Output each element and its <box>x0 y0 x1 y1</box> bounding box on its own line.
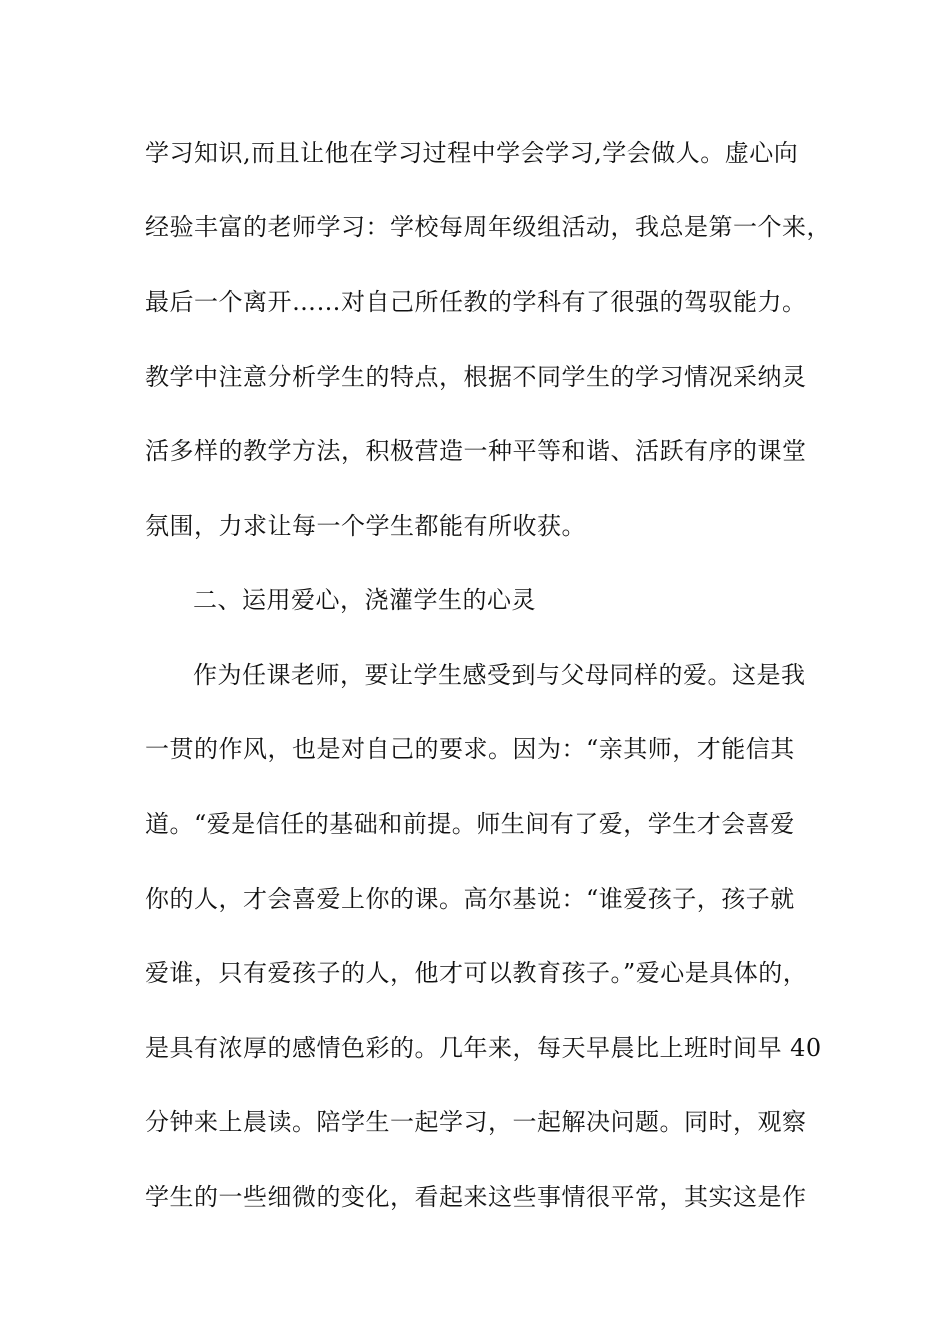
text-line-8: 作为任课老师，要让学生感受到与父母同样的爱。这是我 <box>193 661 806 689</box>
text-line-14: 分钟来上晨读。陪学生一起学习，一起解决问题。同时，观察 <box>145 1108 807 1136</box>
text-line-15: 学生的一些细微的变化，看起来这些事情很平常，其实这是作 <box>145 1183 807 1211</box>
text-line-9: 一贯的作风，也是对自己的要求。因为：“亲其师，才能信其 <box>145 735 795 763</box>
text-line-5: 活多样的教学方法，积极营造一种平等和谐、活跃有序的课堂 <box>145 437 807 465</box>
text-line-1: 学习知识,而且让他在学习过程中学会学习,学会做人。虚心向 <box>145 139 799 167</box>
text-line-11: 你的人，才会喜爱上你的课。高尔基说：“谁爱孩子，孩子就 <box>145 885 795 913</box>
text-line-4: 教学中注意分析学生的特点，根据不同学生的学习情况采纳灵 <box>145 363 807 391</box>
section-heading: 二、运用爱心，浇灌学生的心灵 <box>193 586 536 614</box>
text-line-2: 经验丰富的老师学习：学校每周年级组活动，我总是第一个来， <box>145 213 831 241</box>
text-line-13: 是具有浓厚的感情色彩的。几年来，每天早晨比上班时间早 40 <box>145 1034 822 1062</box>
text-line-3: 最后一个离开……对自己所任教的学科有了很强的驾驭能力。 <box>145 288 807 316</box>
text-line-12: 爱谁，只有爱孩子的人，他才可以教育孩子。”爱心是具体的， <box>145 959 808 987</box>
text-line-10: 道。“爱是信任的基础和前提。师生间有了爱，学生才会喜爱 <box>145 810 795 838</box>
text-line-6: 氛围，力求让每一个学生都能有所收获。 <box>145 512 586 540</box>
